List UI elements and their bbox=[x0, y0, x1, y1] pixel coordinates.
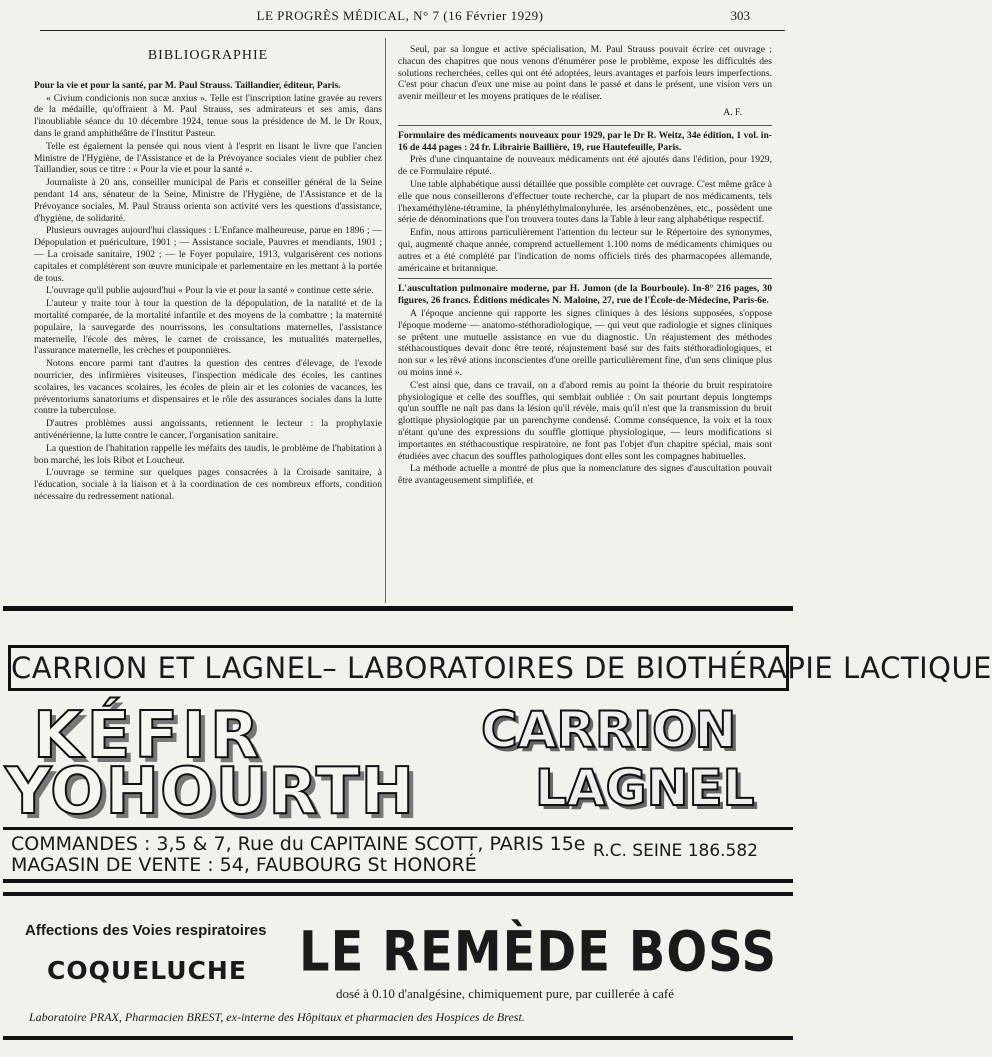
paragraph: Près d'une cinquantaine de nouveaux médicaments ont été ajoutés dans l'édition, pour 1929, de ce Formulaire réputé. bbox=[398, 154, 772, 178]
review-entry-title: Pour la vie et pour la santé, par M. Paul Strauss. Taillandier, éditeur, Paris. bbox=[34, 79, 341, 91]
paragraph: Enfin, nous attirons particulièrement l'attention du lecteur sur le Répertoire des synonymes, qui, augmenté chaque année, comprend actuellement 1.100 noms de médicaments chimiques ou autres et a été complété par l'indication de noms officiels tirés des pharmacopées allemande, américaine et britannique. bbox=[398, 227, 772, 274]
section-heading: BIBLIOGRAPHIE bbox=[147, 48, 269, 63]
paragraph: L'auteur y traite tour à tour la question de la dépopulation, de la natalité et de la mortalité comparée, de la mortalité infantile et des moyens de la combattre ; la maternité populaire, la sauvegarde des nourrissons, les consultations maternelles, l'assistance maternelle, l'école des mères, le carnet de croissance, les mutualités maternelles, l'assurance maternelle, les crèches et pouponnières. bbox=[34, 298, 382, 357]
paragraph: « Civium condicionis non sucæ anxius ». Telle est l'inscription latine gravée au revers de la médaille, qu'offraient à M. Paul Strauss, ses admirateurs et ses amis, dans l'inoubliable séance du 10 décembre 1924, tenue sous la présidence de M. le Dr Roux, dans le grand amphithéâtre de l'Institut Pasteur. bbox=[34, 92, 382, 139]
paragraph: C'est ainsi que, dans ce travail, on a d'abord remis au point la théorie du bruit respiratoire physiologique et celle des souffles, qui semblait oubliée : On sait pourtant depuis longtemps qu'un souffle ne naît pas dans la lésion qu'il révèle, mais qu'il n'est que la transmission du bruit glottique physiologique par un parenchyme condensé. Comme conséquence, la voix et la toux n'étant qu'une des expressions du souffle glottique physiologique, — leurs modifications si importantes en stéthacoustique respiratoire, ne font pas l'objet d'un chapitre spécial, mais sont étudiées avec chacun des souffles pathologiques dont elles sont les compagnes habituelles. bbox=[398, 379, 772, 462]
paragraph: Plusieurs ouvrages aujourd'hui classiques : L'Enfance malheureuse, parue en 1896 ; — Dépopulation et puériculture, 1901 ; — Assistance sociale, Pauvres et mendiants, 1901 ; — La croisade sanitaire, 1902 ; — le Foyer populaire, 1913, vulgarisèrent ces notions capitales et complétèrent son œuvre municipale et parlementaire en les mettant à la portée de tous. bbox=[34, 225, 382, 284]
advertisement-kefir bbox=[3, 606, 992, 883]
paragraph: Journaliste à 20 ans, conseiller municipal de Paris et conseiller général de la Seine pendant 14 ans, sénateur de la Seine, Ministre de l'Hygiène, de l'Assistance et de la Prévoyance sociales, M. Paul Strauss orienta son activité vers les questions d'assistance, d'hygiène, de solidarité. bbox=[34, 177, 382, 224]
ad-dosage: dosé à 0.10 d'analgésine, chimiquement pure, par cuillerée à café bbox=[336, 986, 675, 1001]
page-number: 303 bbox=[730, 8, 750, 23]
ad-brand-carrion: CARRION bbox=[481, 701, 737, 759]
column-divider bbox=[385, 38, 386, 603]
review-entry-title: L'auscultation pulmonaire moderne, par H. Jumon (de la Bourboule). In-8° 216 pages, 30 figures, 26 francs. Éditions médicales N. Maloine, 27, rue de l'École-de-Médecine, Paris-6e. bbox=[398, 283, 772, 307]
review-entry-title: Formulaire des médicaments nouveaux pour 1929, par le Dr R. Weitz, 34e édition, 1 vol. in-16 de 444 pages : 24 fr. Librairie Baillière, 19, rue Hautefeuille, Paris. bbox=[398, 129, 772, 153]
ad-coqueluche: COQUELUCHE bbox=[47, 956, 247, 985]
paragraph: A l'époque ancienne qui rapporte les signes cliniques à des lésions supposées, s'oppose l'époque moderne — anatomo-stéthoradiologique, — qui veut que radiologie et signes cliniques se prêtent une mutuelle assistance en vue du diagnostic. Un réajustement des méthodes stéthacoustiques devait donc être tenté, réajustement basé sur des faits stéthoradiologiques, et non sur « les rêvé ations inconscientes d'une oreille particulièrement fine, d'un sens clinique plus ou moins inné ». bbox=[398, 307, 772, 378]
ad-shop-address: MAGASIN DE VENTE : 54, FAUBOURG St HONORÉ bbox=[11, 854, 477, 876]
paragraph: Une table alphabétique aussi détaillée que possible complète cet ouvrage. C'est même grâce à elle que nous conseillerons d'effectuer toute recherche, car la plupart de nos médicaments, tels l'hexaméthylène-tétramine, la phényléthylmalonylurée, les arsénobenzènes, etc., possèdent une série de dénominations que l'on trouvera toutes dans la Table à leur rang alphabétique respectif. bbox=[398, 178, 772, 226]
ad-affections: Affections des Voies respiratoires bbox=[25, 922, 267, 939]
ad-product-kefir: KÉFIR bbox=[33, 699, 264, 773]
advertisement-remede-boss bbox=[3, 892, 793, 1040]
paragraph: L'ouvrage se termine sur quelques pages consacrées à la Croisade sanitaire, à l'éducation, sociale à la liaison et à la coordination de ces nombreux efforts, condition nécessaire du redressement national. bbox=[34, 467, 382, 502]
ad-registry-number: R.C. SEINE 186.582 bbox=[593, 841, 758, 861]
paragraph: La question de l'habitation rappelle les méfaits des taudis, le problème de l'habitation à bon marché, les lois Ribot et Loucheur. bbox=[34, 442, 382, 466]
paragraph: Telle est également la pensée qui nous vient à l'esprit en lisant le livre que l'ancien Ministre de l'Hygiène, de l'Assistance et de la Prévoyance sociales vient de publier chez Taillandier, sous ce titre : « Pour la vie et pour la santé ». bbox=[34, 140, 382, 176]
ad-laboratory: Laboratoire PRAX, Pharmacien BREST, ex-interne des Hôpitaux et pharmacien des Hospices de Brest. bbox=[29, 1010, 525, 1024]
ad-product-name: LE REMÈDE BOSS bbox=[299, 920, 778, 985]
paragraph: D'autres problèmes aussi angoissants, retiennent le lecteur : la prophylaxie antivénérienne, la lutte contre le cancer, l'organisation sanitaire. bbox=[34, 418, 382, 441]
ad-rule bbox=[3, 827, 793, 830]
ad-brand-lagnel: LAGNEL bbox=[535, 759, 755, 817]
running-title: LE PROGRÈS MÉDICAL, N° 7 (16 Février 1929) bbox=[256, 8, 544, 23]
ad-laboratory-title: CARRION ET LAGNEL– LABORATOIRES DE BIOTHÉRAPIE LACTIQUE bbox=[8, 645, 789, 691]
ad-orders-address: COMMANDES : 3,5 & 7, Rue du CAPITAINE SCOTT, PARIS 15e bbox=[11, 833, 586, 855]
left-column bbox=[34, 42, 382, 504]
divider bbox=[398, 125, 772, 126]
right-column bbox=[398, 44, 772, 488]
paragraph: Notons encore parmi tant d'autres la question des centres d'élevage, de l'exode nourricier, des infirmières visiteuses, l'inspection médicale des écoles, les cantines scolaires, les vacances scolaires, les écoles de plein air et les colonies de vacances, les préventoriums sanatoriums et dispensaires et le rôle des assurances sociales dans la lutte contre la tuberculose. bbox=[34, 358, 382, 417]
divider bbox=[398, 278, 772, 279]
paragraph: L'ouvrage qu'il publie aujourd'hui « Pour la vie et pour la santé » continue cette série. bbox=[46, 285, 374, 297]
ad-product-yohourth: YOHOURTH bbox=[5, 755, 416, 829]
header-rule bbox=[40, 30, 785, 31]
signature: A. F. bbox=[723, 106, 742, 118]
paragraph: La méthode actuelle a montré de plus que la nomenclature des signes d'auscultation pouvait être avantageusement simplifiée, et bbox=[398, 463, 772, 487]
running-header bbox=[0, 0, 800, 30]
paragraph: Seul, par sa longue et active spécialisation, M. Paul Strauss pouvait écrire cet ouvrage ; chacun des chapitres que nous venons d'énumérer pose le problème, expose les difficultés des solutions recherchées, celles qui ont été adoptées, leurs avantages et parfois leurs imperfections. C'est pour chacun d'eux une mise au point dans le passé et dans le présent, une vision vers un avenir meilleur et les moyens pratiques de le réaliser. bbox=[398, 44, 772, 103]
